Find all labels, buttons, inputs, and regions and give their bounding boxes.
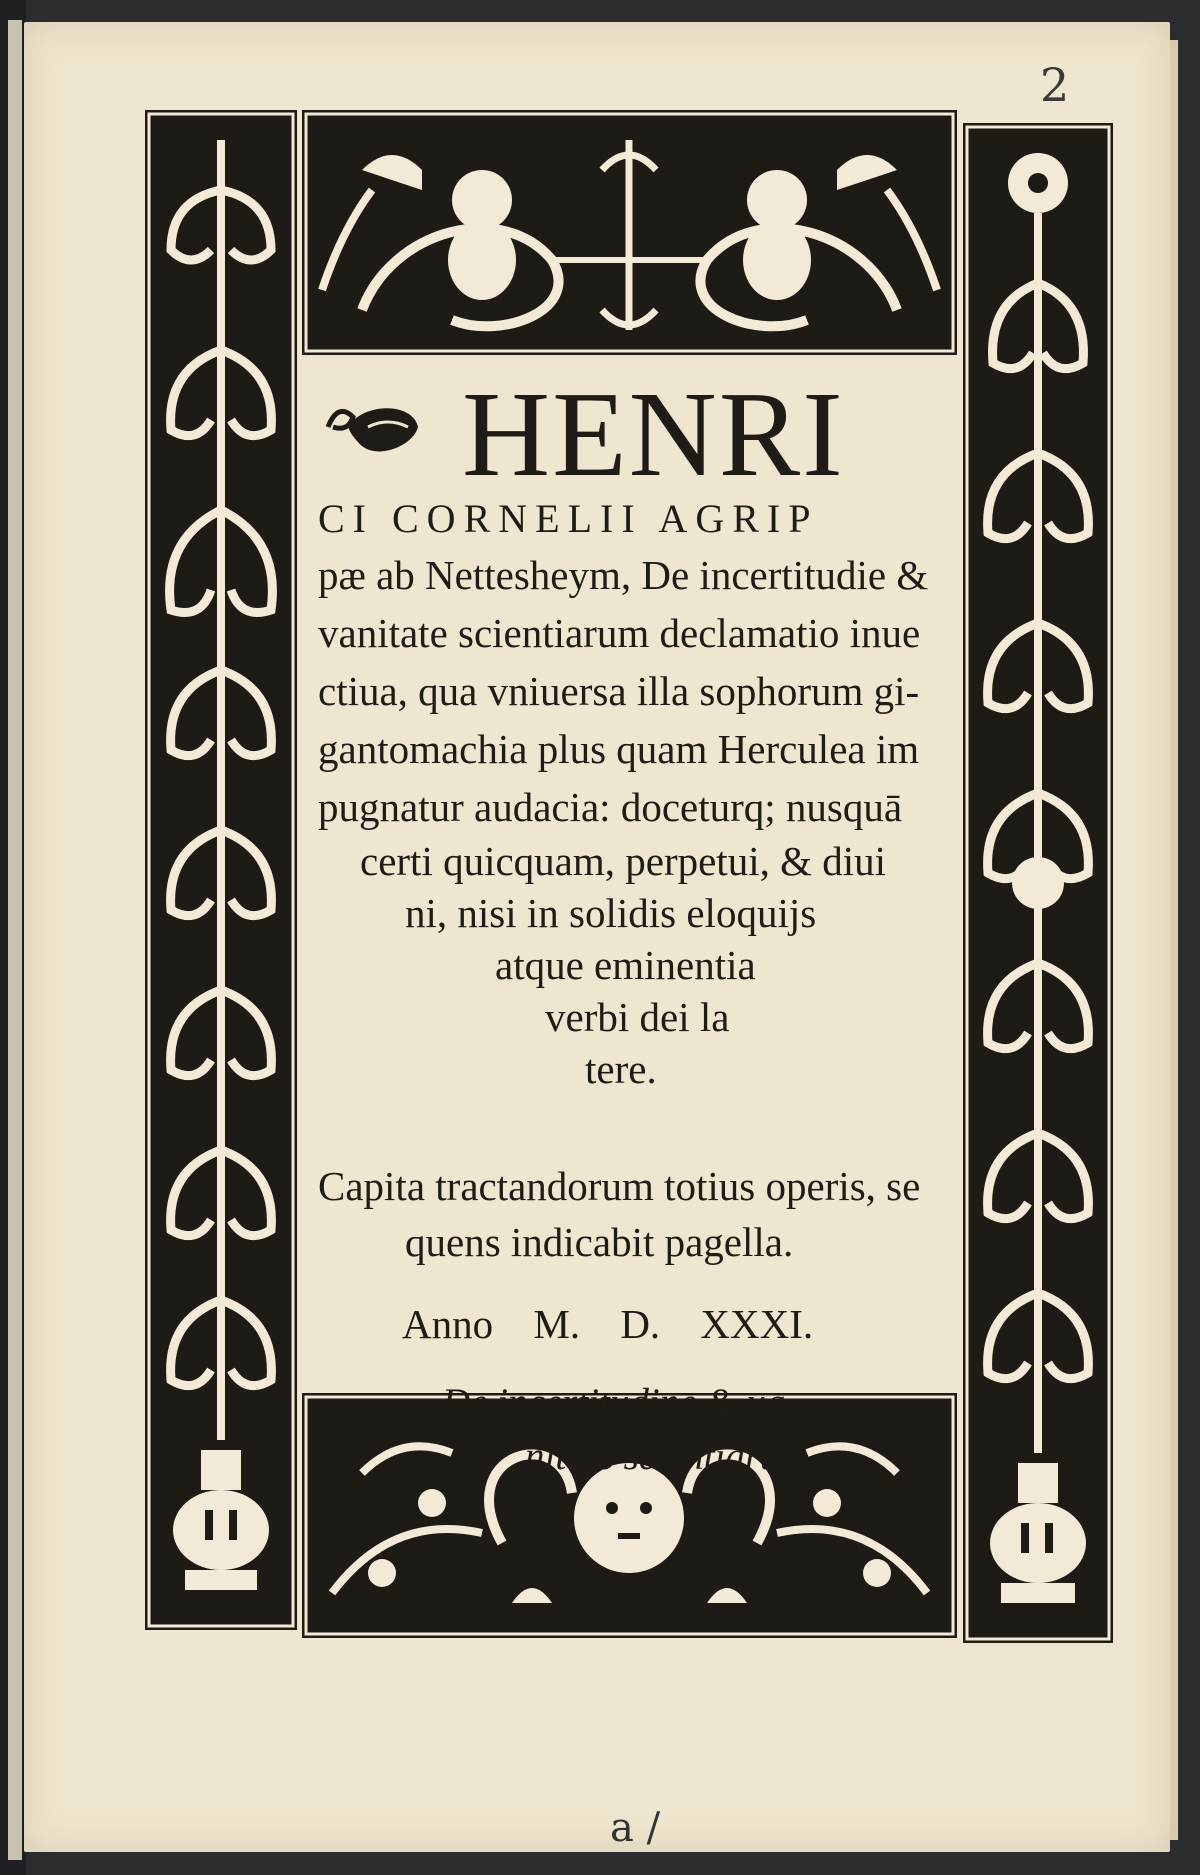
imprint-year: Anno M. D. XXXI. xyxy=(402,1301,814,1347)
hedera-leaf-icon xyxy=(318,392,428,462)
title-line-2: pæ ab Nettesheym, De incertitudie & xyxy=(318,552,929,598)
running-title-line-2: nitate scientiarum. xyxy=(525,1435,818,1478)
title-initial: HENRI xyxy=(462,367,845,502)
title-line-3: vanitate scientiarum declamatio inue xyxy=(318,610,921,656)
right-woodcut-border xyxy=(963,123,1113,1643)
foliage-column-icon xyxy=(145,110,297,1630)
title-line-10: verbi dei la xyxy=(545,994,730,1040)
spine-paper-edge xyxy=(8,20,22,1860)
contents-note-line-2: quens indicabit pagella. xyxy=(405,1219,794,1265)
folio-number: 2 xyxy=(1040,58,1070,112)
title-line-11: tere. xyxy=(585,1046,657,1092)
bottom-woodcut-border xyxy=(302,1393,957,1638)
title-line-5: gantomachia plus quam Herculea im xyxy=(318,726,920,772)
putti-ornament-icon xyxy=(302,110,957,355)
title-line-7: certi quicquam, perpetui, & diui xyxy=(360,838,887,884)
mask-foliage-ornament-icon xyxy=(302,1393,957,1638)
title-line-9: atque eminentia xyxy=(495,942,756,988)
top-woodcut-border xyxy=(302,110,957,355)
title-line-1: CI CORNELII AGRIP xyxy=(318,496,819,541)
running-title-line-1: De incertitudine & ua- xyxy=(442,1381,799,1424)
title-line-6: pugnatur audacia: doceturq; nusquā xyxy=(318,784,903,830)
left-woodcut-border xyxy=(145,110,297,1630)
title-line-4: ctiua, qua vniuersa illa sophorum gi- xyxy=(318,668,920,714)
bottom-marks: a / xyxy=(610,1805,661,1851)
foliage-column-icon xyxy=(963,123,1113,1643)
contents-note-line-1: Capita tractandorum totius operis, se xyxy=(318,1163,921,1209)
title-line-8: ni, nisi in solidis eloquijs xyxy=(405,890,817,936)
